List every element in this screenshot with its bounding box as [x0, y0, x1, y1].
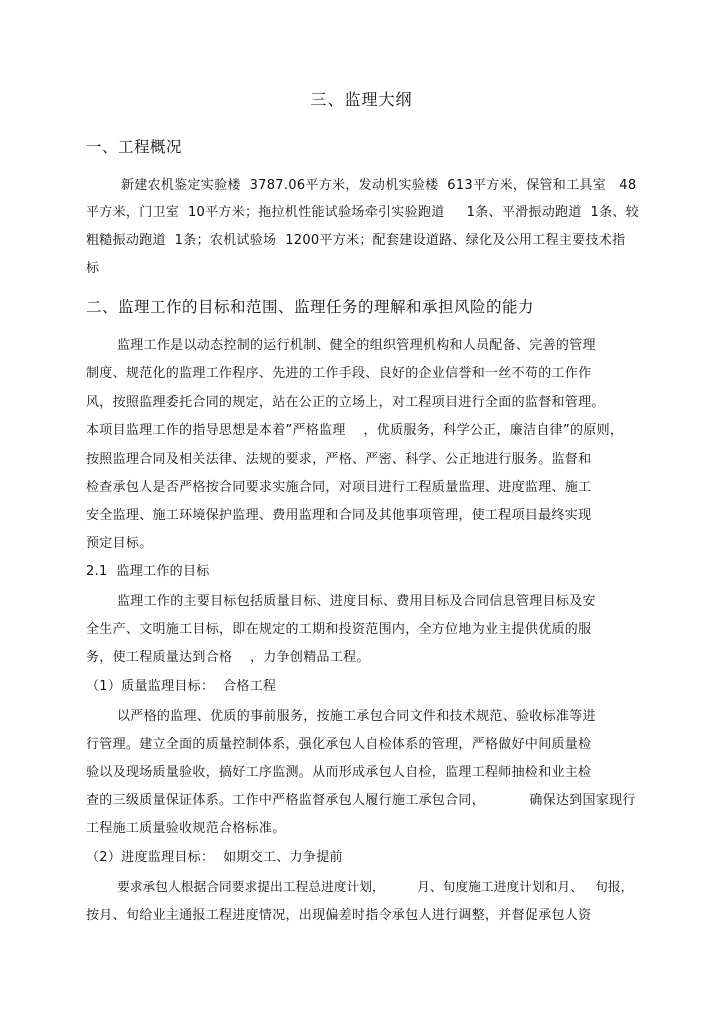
paragraph-line: 监理工作的主要目标包括质量目标、进度目标、费用目标及合同信息管理目标及安 — [117, 594, 596, 609]
paragraph-line: 新建农机鉴定实验楼 3787.06平方米，发动机实验楼 613平方米，保管和工具室 48 — [121, 178, 637, 193]
paragraph-line: 安全监理、施工环境保护监理、费用监理和合同及其他事项管理，使工程项目最终实现 — [86, 508, 592, 523]
paragraph-line: 标 — [86, 261, 100, 276]
section-heading-objectives: 二、监理工作的目标和范围、监理任务的理解和承担风险的能力 — [86, 298, 535, 316]
schedule-objective-heading: （2）进度监理目标： 如期交工、力争提前 — [86, 850, 343, 865]
paragraph-line: 本项目监理工作的指导思想是本着”严格监理 ，优质服务，科学公正，廉洁自律”的原则， — [86, 423, 624, 438]
paragraph-line: 检查承包人是否严格按合同要求实施合同，对项目进行工程质量监理、进度监理、施工 — [86, 480, 592, 495]
section-heading-project-overview: 一、工程概况 — [86, 138, 183, 156]
paragraph-line: 制度、规范化的监理工作程序、先进的工作手段、良好的企业信誉和一丝不苟的工作作 — [86, 366, 592, 381]
paragraph-line: 要求承包人根据合同要求提出工程总进度计划， 月、旬度施工进度计划和月、 旬报， — [117, 880, 634, 895]
paragraph-line: 监理工作是以动态控制的运行机制、健全的组织管理机构和人员配备、完善的管理 — [117, 338, 596, 353]
paragraph-line: 按月、旬给业主通报工程进度情况，出现偏差时指令承包人进行调整，并督促承包人资 — [86, 908, 592, 923]
paragraph-line: 按照监理合同及相关法律、法规的要求，严格、严密、科学、公正地进行服务。监督和 — [86, 452, 592, 467]
paragraph-line: 全生产、文明施工目标，即在规定的工期和投资范围内，全方位地为业主提供优质的服 — [86, 622, 592, 637]
paragraph-line: 平方米，门卫室 10平方米；拖拉机性能试验场牵引实验跑道 1条、平滑振动跑道 1条、较 — [86, 205, 639, 220]
paragraph-line: 预定目标。 — [86, 536, 153, 551]
paragraph-line: 查的三级质量保证体系。工作中严格监督承包人履行施工承包合同， 确保达到国家现行 — [86, 793, 636, 808]
paragraph-line: 粗糙振动跑道 1条；农机试验场 1200平方米；配套建设道路、绿化及公用工程主要技术指 — [86, 233, 626, 248]
quality-objective-heading: （1）质量监理目标： 合格工程 — [86, 679, 277, 694]
subsection-heading-2-1: 2.1 监理工作的目标 — [86, 564, 210, 579]
document-title: 三、监理大纲 — [310, 90, 413, 109]
paragraph-line: 行管理。建立全面的质量控制体系，强化承包人自检体系的管理，严格做好中间质量检 — [86, 737, 592, 752]
paragraph-line: 风，按照监理委托合同的规定，站在公正的立场上，对工程项目进行全面的监督和管理。 — [86, 395, 605, 410]
paragraph-line: 验以及现场质量验收，搞好工序监测。从而形成承包人自检，监理工程师抽检和业主检 — [86, 765, 592, 780]
paragraph-line: 工程施工质量验收规范合格标准。 — [86, 821, 286, 836]
paragraph-line: 以严格的监理、优质的事前服务，按施工承包合同文件和技术规范、验收标准等进 — [117, 709, 596, 724]
paragraph-line: 务，使工程质量达到合格 ，力争创精品工程。 — [86, 650, 370, 665]
